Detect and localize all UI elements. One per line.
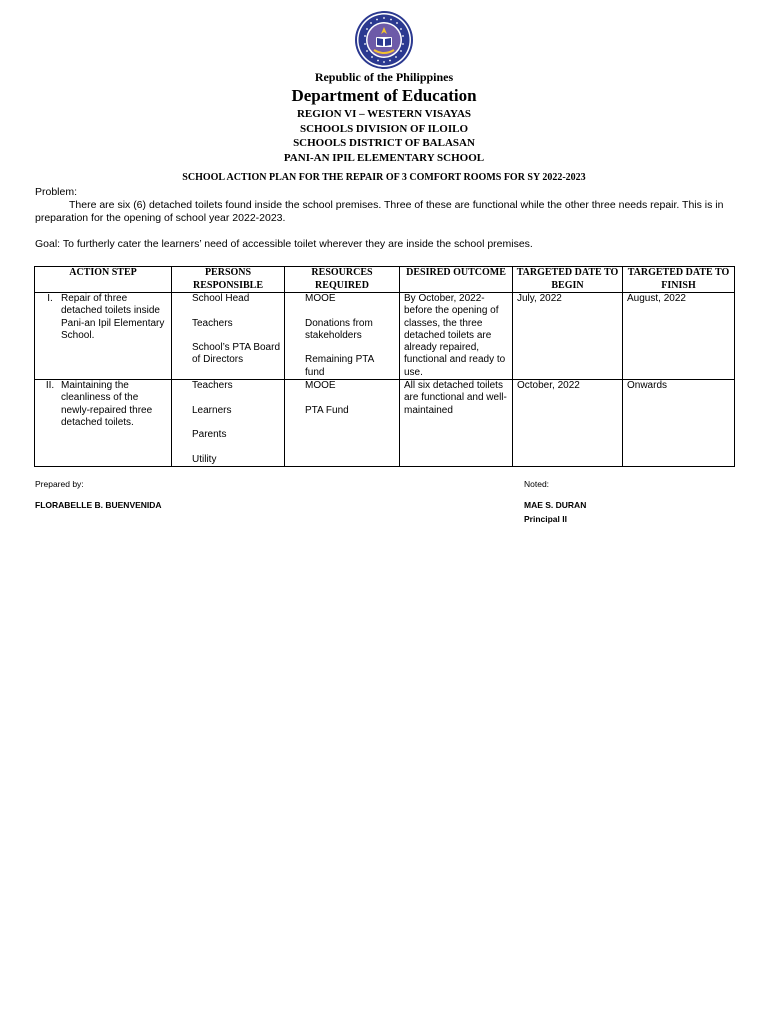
header-date-finish: TARGETED DATE TO FINISH — [623, 267, 735, 293]
action-step-text: Repair of three detached toilets inside Pani-an Ipil Elementary School. — [61, 293, 165, 341]
noted-by-position: Principal II — [524, 514, 567, 524]
action-plan-table — [34, 266, 735, 467]
department-line: Department of Education — [291, 86, 477, 105]
resource-item: PTA Fund — [305, 404, 349, 416]
person-item: Teachers — [192, 317, 233, 329]
person-item: Learners — [192, 404, 232, 416]
date-finish-cell: August, 2022 — [623, 293, 735, 380]
noted-by-label: Noted: — [524, 479, 550, 489]
letterhead — [0, 70, 768, 165]
region-line: REGION VI – WESTERN VISAYAS — [296, 108, 472, 120]
division-line: SCHOOLS DIVISION OF ILOILO — [300, 122, 468, 135]
date-begin-cell: October, 2022 — [513, 380, 623, 467]
school-line: PANI-AN IPIL ELEMENTARY SCHOOL — [283, 151, 485, 164]
resource-item: MOOE — [305, 293, 336, 304]
problem-label: Problem: — [35, 186, 78, 198]
person-item: Utility — [192, 453, 217, 465]
prepared-by-name: FLORABELLE B. BUENVENIDA — [35, 500, 162, 510]
table-header-row — [35, 267, 735, 293]
person-item: Parents — [192, 429, 227, 441]
person-item: School’s PTA Board of Directors — [192, 342, 281, 366]
date-finish-cell: Onwards — [623, 380, 735, 467]
goal-text: Goal: To furtherly cater the learners’ need of accessible toilet wherever they are inside the school premises. — [35, 238, 533, 250]
header-action-step: ACTION STEP — [35, 267, 172, 293]
table-row — [35, 380, 735, 467]
header-resources-required: RESOURCES REQUIRED — [285, 267, 400, 293]
resource-item: Donations from stakeholders — [305, 317, 373, 341]
problem-text: There are six (6) detached toilets found inside the school premises. Three of these are functional while the other three needs repair. This is in preparation for the opening of school year 2022-2023. — [35, 199, 724, 224]
resources-cell — [285, 293, 400, 380]
persons-cell — [172, 380, 285, 467]
deped-seal-logo — [354, 10, 414, 70]
resource-item: Remaining PTA fund — [305, 354, 374, 378]
document-title: SCHOOL ACTION PLAN FOR THE REPAIR OF 3 COMFORT ROOMS FOR SY 2022-2023 — [182, 172, 586, 183]
district-line: SCHOOLS DISTRICT OF BALASAN — [293, 137, 475, 149]
republic-line: Republic of the Philippines — [314, 70, 454, 84]
resources-cell — [285, 380, 400, 467]
action-step-cell — [35, 293, 172, 380]
header-date-begin: TARGETED DATE TO BEGIN — [513, 267, 623, 293]
person-item: School Head — [192, 293, 250, 304]
table-row — [35, 293, 735, 380]
prepared-by-label: Prepared by: — [35, 479, 84, 489]
action-step-text: Maintaining the cleanliness of the newly-repaired three detached toilets. — [61, 380, 153, 428]
row-number: I. — [47, 293, 53, 304]
action-step-cell — [35, 380, 172, 467]
outcome-cell: All six detached toilets are functional and well-maintained — [400, 380, 513, 467]
header-desired-outcome: DESIRED OUTCOME — [400, 267, 513, 293]
header-persons-responsible: PERSONS RESPONSIBLE — [172, 267, 285, 293]
resource-item: MOOE — [305, 380, 336, 392]
row-number: II. — [45, 380, 55, 392]
date-begin-cell: July, 2022 — [513, 293, 623, 380]
outcome-cell: By October, 2022- before the opening of classes, the three detached toilets are already repaired, functional and ready to use. — [400, 293, 513, 380]
persons-cell — [172, 293, 285, 380]
noted-by-name: MAE S. DURAN — [524, 500, 587, 510]
person-item: Teachers — [192, 380, 233, 392]
